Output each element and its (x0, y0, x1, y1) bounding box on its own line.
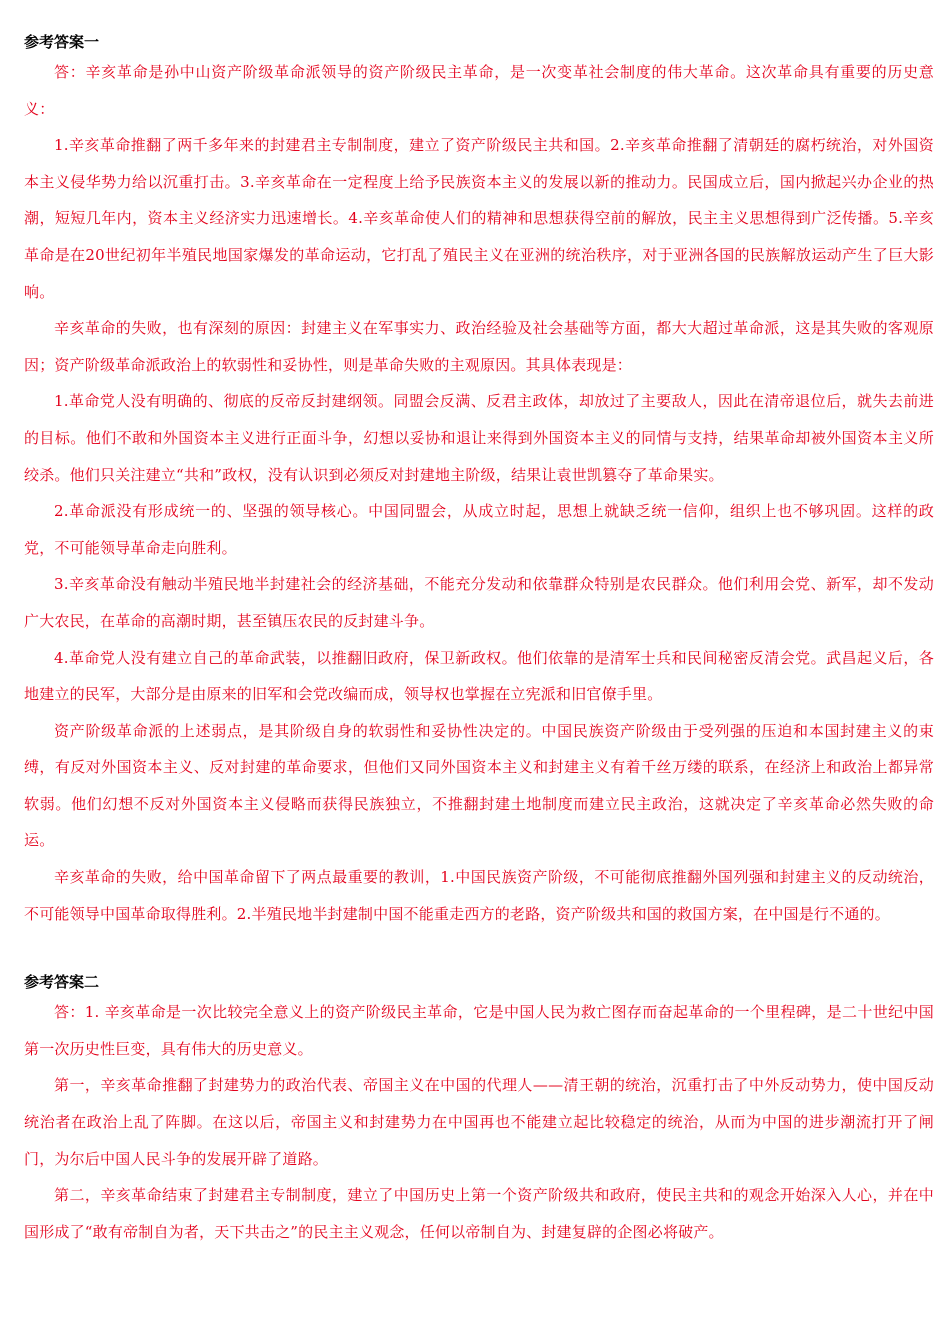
paragraph: 第二，辛亥革命结束了封建君主专制制度，建立了中国历史上第一个资产阶级共和政府，使民主共和的观念开始深入人心，并在中国形成了“敢有帝制自为者，天下共击之”的民主主义观念，任何以帝制自为、封建复辟的企图必将破产。 (24, 1186, 934, 1241)
paragraph: 1.革命党人没有明确的、彻底的反帝反封建纲领。同盟会反满、反君主政体，却放过了主要敌人，因此在清帝退位后，就失去前进的目标。他们不敢和外国资本主义进行正面斗争，幻想以妥协和退让来得到外国资本主义的同情与支持，结果革命却被外国资本主义所绞杀。他们只关注建立“共和”政权，没有认识到必须反对封建地主阶级，结果让袁世凯篡夺了革命果实。 (24, 392, 934, 484)
section-heading-2: 参考答案二 (24, 973, 100, 992)
paragraph: 4.革命党人没有建立自己的革命武装，以推翻旧政府，保卫新政权。他们依靠的是清军士兵和民间秘密反清会党。武昌起义后，各地建立的民军，大部分是由原来的旧军和会党改编而成，领导权也掌握在立宪派和旧官僚手里。 (24, 648, 934, 704)
paragraph: 辛亥革命的失败，也有深刻的原因：封建主义在军事实力、政治经验及社会基础等方面，都大大超过革命派，这是其失败的客观原因；资产阶级革命派政治上的软弱性和妥协性，则是革命失败的主观原因。其具体表现是： (24, 319, 934, 374)
paragraph: 1.辛亥革命推翻了两千多年来的封建君主专制制度，建立了资产阶级民主共和国。2.辛亥革命推翻了清朝廷的腐朽统治，对外国资本主义侵华势力给以沉重打击。3.辛亥革命在一定程度上给予民族资本主义的发展以新的推动力。民国成立后，国内掀起兴办企业的热潮，短短几年内，资本主义经济实力迅速增长。4.辛亥革命使人们的精神和思想获得空前的解放，民主主义思想得到广泛传播。5.辛亥革命是在20世纪初年半殖民地国家爆发的革命运动，它打乱了殖民主义在亚洲的统治秩序，对于亚洲各国的民族解放运动产生了巨大影响。 (24, 136, 934, 301)
paragraph: 第一，辛亥革命推翻了封建势力的政治代表、帝国主义在中国的代理人——清王朝的统治，沉重打击了中外反动势力，使中国反动统治者在政治上乱了阵脚。在这以后，帝国主义和封建势力在中国再也不能建立起比较稳定的统治，从而为中国的进步潮流打开了闸门，为尔后中国人民斗争的发展开辟了道路。 (24, 1076, 934, 1168)
paragraph: 资产阶级革命派的上述弱点，是其阶级自身的软弱性和妥协性决定的。中国民族资产阶级由于受列强的压迫和本国封建主义的束缚，有反对外国资本主义、反对封建的革命要求，但他们又同外国资本主义和封建主义有着千丝万缕的联系，在经济上和政治上都异常软弱。他们幻想不反对外国资本主义侵略而获得民族独立，不推翻封建土地制度而建立民主政治，这就决定了辛亥革命必然失败的命运。 (24, 721, 934, 850)
paragraph: 答：辛亥革命是孙中山资产阶级革命派领导的资产阶级民主革命，是一次变革社会制度的伟大革命。这次革命具有重要的历史意义： (24, 63, 934, 118)
section-body-1 (24, 54, 934, 932)
paragraph: 2.革命派没有形成统一的、坚强的领导核心。中国同盟会，从成立时起，思想上就缺乏统一信仰，组织上也不够巩固。这样的政党，不可能领导革命走向胜利。 (24, 502, 934, 557)
section-heading-1: 参考答案一 (24, 33, 100, 51)
paragraph: 答：1. 辛亥革命是一次比较完全意义上的资产阶级民主革命，它是中国人民为救亡图存而奋起革命的一个里程碑，是二十世纪中国第一次历史性巨变，具有伟大的历史意义。 (24, 1003, 934, 1058)
paragraph: 3.辛亥革命没有触动半殖民地半封建社会的经济基础，不能充分发动和依靠群众特别是农民群众。他们利用会党、新军，却不发动广大农民，在革命的高潮时期，甚至镇压农民的反封建斗争。 (24, 575, 934, 630)
paragraph: 辛亥革命的失败，给中国革命留下了两点最重要的教训，1.中国民族资产阶级，不可能彻底推翻外国列强和封建主义的反动统治，不可能领导中国革命取得胜利。2.半殖民地半封建制中国不能重走西方的老路，资产阶级共和国的救国方案，在中国是行不通的。 (24, 868, 934, 923)
section-body-2 (24, 994, 934, 1250)
